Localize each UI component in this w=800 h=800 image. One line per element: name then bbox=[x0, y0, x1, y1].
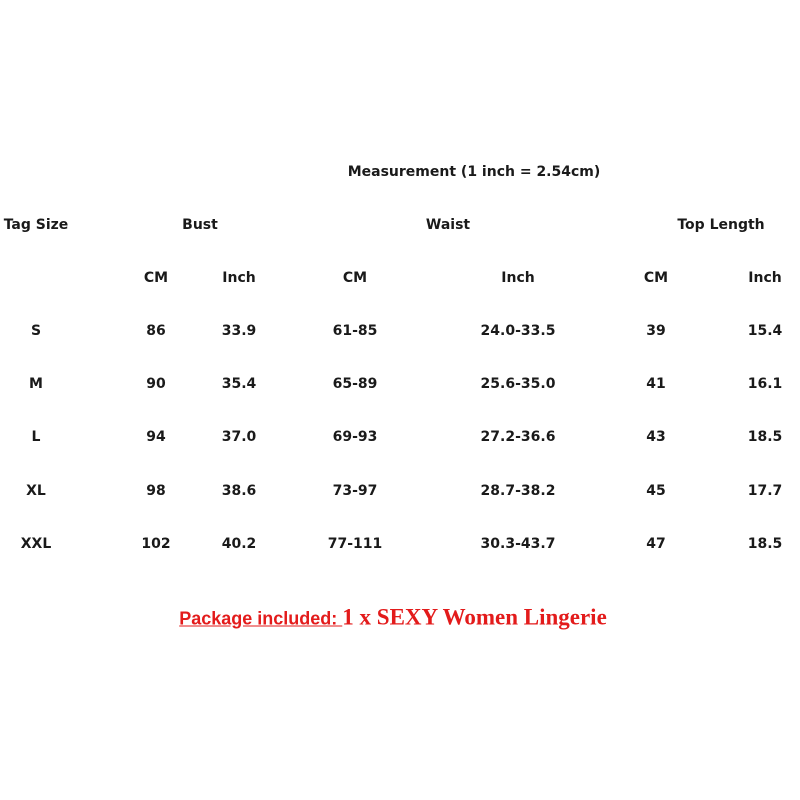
cell-waist-inch: 30.3-43.7 bbox=[480, 536, 556, 552]
subheader-top-length-inch: Inch bbox=[748, 270, 782, 286]
package-label: Package included: bbox=[179, 608, 343, 629]
cell-bust-inch: 38.6 bbox=[221, 483, 257, 499]
cell-waist-cm: 73-97 bbox=[332, 483, 378, 499]
cell-tag-size: L bbox=[31, 429, 41, 445]
subheader-bust-cm: CM bbox=[143, 270, 169, 286]
cell-waist-inch: 28.7-38.2 bbox=[480, 483, 556, 499]
cell-bust-inch: 40.2 bbox=[221, 536, 257, 552]
cell-waist-inch: 24.0-33.5 bbox=[480, 323, 556, 339]
cell-waist-cm: 61-85 bbox=[332, 323, 378, 339]
cell-top-length-cm: 45 bbox=[646, 483, 666, 499]
subheader-waist-cm: CM bbox=[342, 270, 368, 286]
subheader-bust-inch: Inch bbox=[222, 270, 256, 286]
subheader-waist-inch: Inch bbox=[501, 270, 535, 286]
cell-waist-inch: 25.6-35.0 bbox=[480, 376, 556, 392]
cell-waist-cm: 65-89 bbox=[332, 376, 378, 392]
cell-tag-size: XXL bbox=[20, 536, 52, 552]
cell-bust-inch: 33.9 bbox=[221, 323, 257, 339]
header-bust: Bust bbox=[182, 217, 218, 233]
package-included bbox=[179, 606, 607, 629]
cell-waist-inch: 27.2-36.6 bbox=[480, 429, 556, 445]
cell-top-length-cm: 41 bbox=[646, 376, 666, 392]
cell-top-length-inch: 18.5 bbox=[747, 536, 783, 552]
cell-bust-cm: 98 bbox=[146, 483, 166, 499]
package-item: 1 x SEXY Women Lingerie bbox=[342, 604, 607, 630]
cell-bust-cm: 86 bbox=[146, 323, 166, 339]
cell-top-length-cm: 39 bbox=[646, 323, 666, 339]
cell-tag-size: XL bbox=[26, 483, 46, 499]
cell-top-length-cm: 43 bbox=[646, 429, 666, 445]
cell-tag-size: S bbox=[30, 323, 42, 339]
cell-bust-inch: 37.0 bbox=[221, 429, 257, 445]
cell-top-length-inch: 16.1 bbox=[747, 376, 783, 392]
measurement-title: Measurement (1 inch = 2.54cm) bbox=[347, 164, 601, 180]
cell-bust-cm: 102 bbox=[141, 536, 171, 552]
cell-bust-inch: 35.4 bbox=[221, 376, 257, 392]
cell-bust-cm: 94 bbox=[146, 429, 166, 445]
cell-waist-cm: 69-93 bbox=[332, 429, 378, 445]
header-top-length: Top Length bbox=[677, 217, 765, 233]
header-waist: Waist bbox=[425, 217, 471, 233]
header-tag-size: Tag Size bbox=[3, 217, 69, 233]
cell-tag-size: M bbox=[29, 376, 43, 392]
subheader-top-length-cm: CM bbox=[643, 270, 669, 286]
cell-waist-cm: 77-111 bbox=[327, 536, 383, 552]
cell-top-length-inch: 17.7 bbox=[747, 483, 783, 499]
cell-bust-cm: 90 bbox=[146, 376, 166, 392]
cell-top-length-inch: 15.4 bbox=[747, 323, 783, 339]
cell-top-length-cm: 47 bbox=[646, 536, 666, 552]
cell-top-length-inch: 18.5 bbox=[747, 429, 783, 445]
